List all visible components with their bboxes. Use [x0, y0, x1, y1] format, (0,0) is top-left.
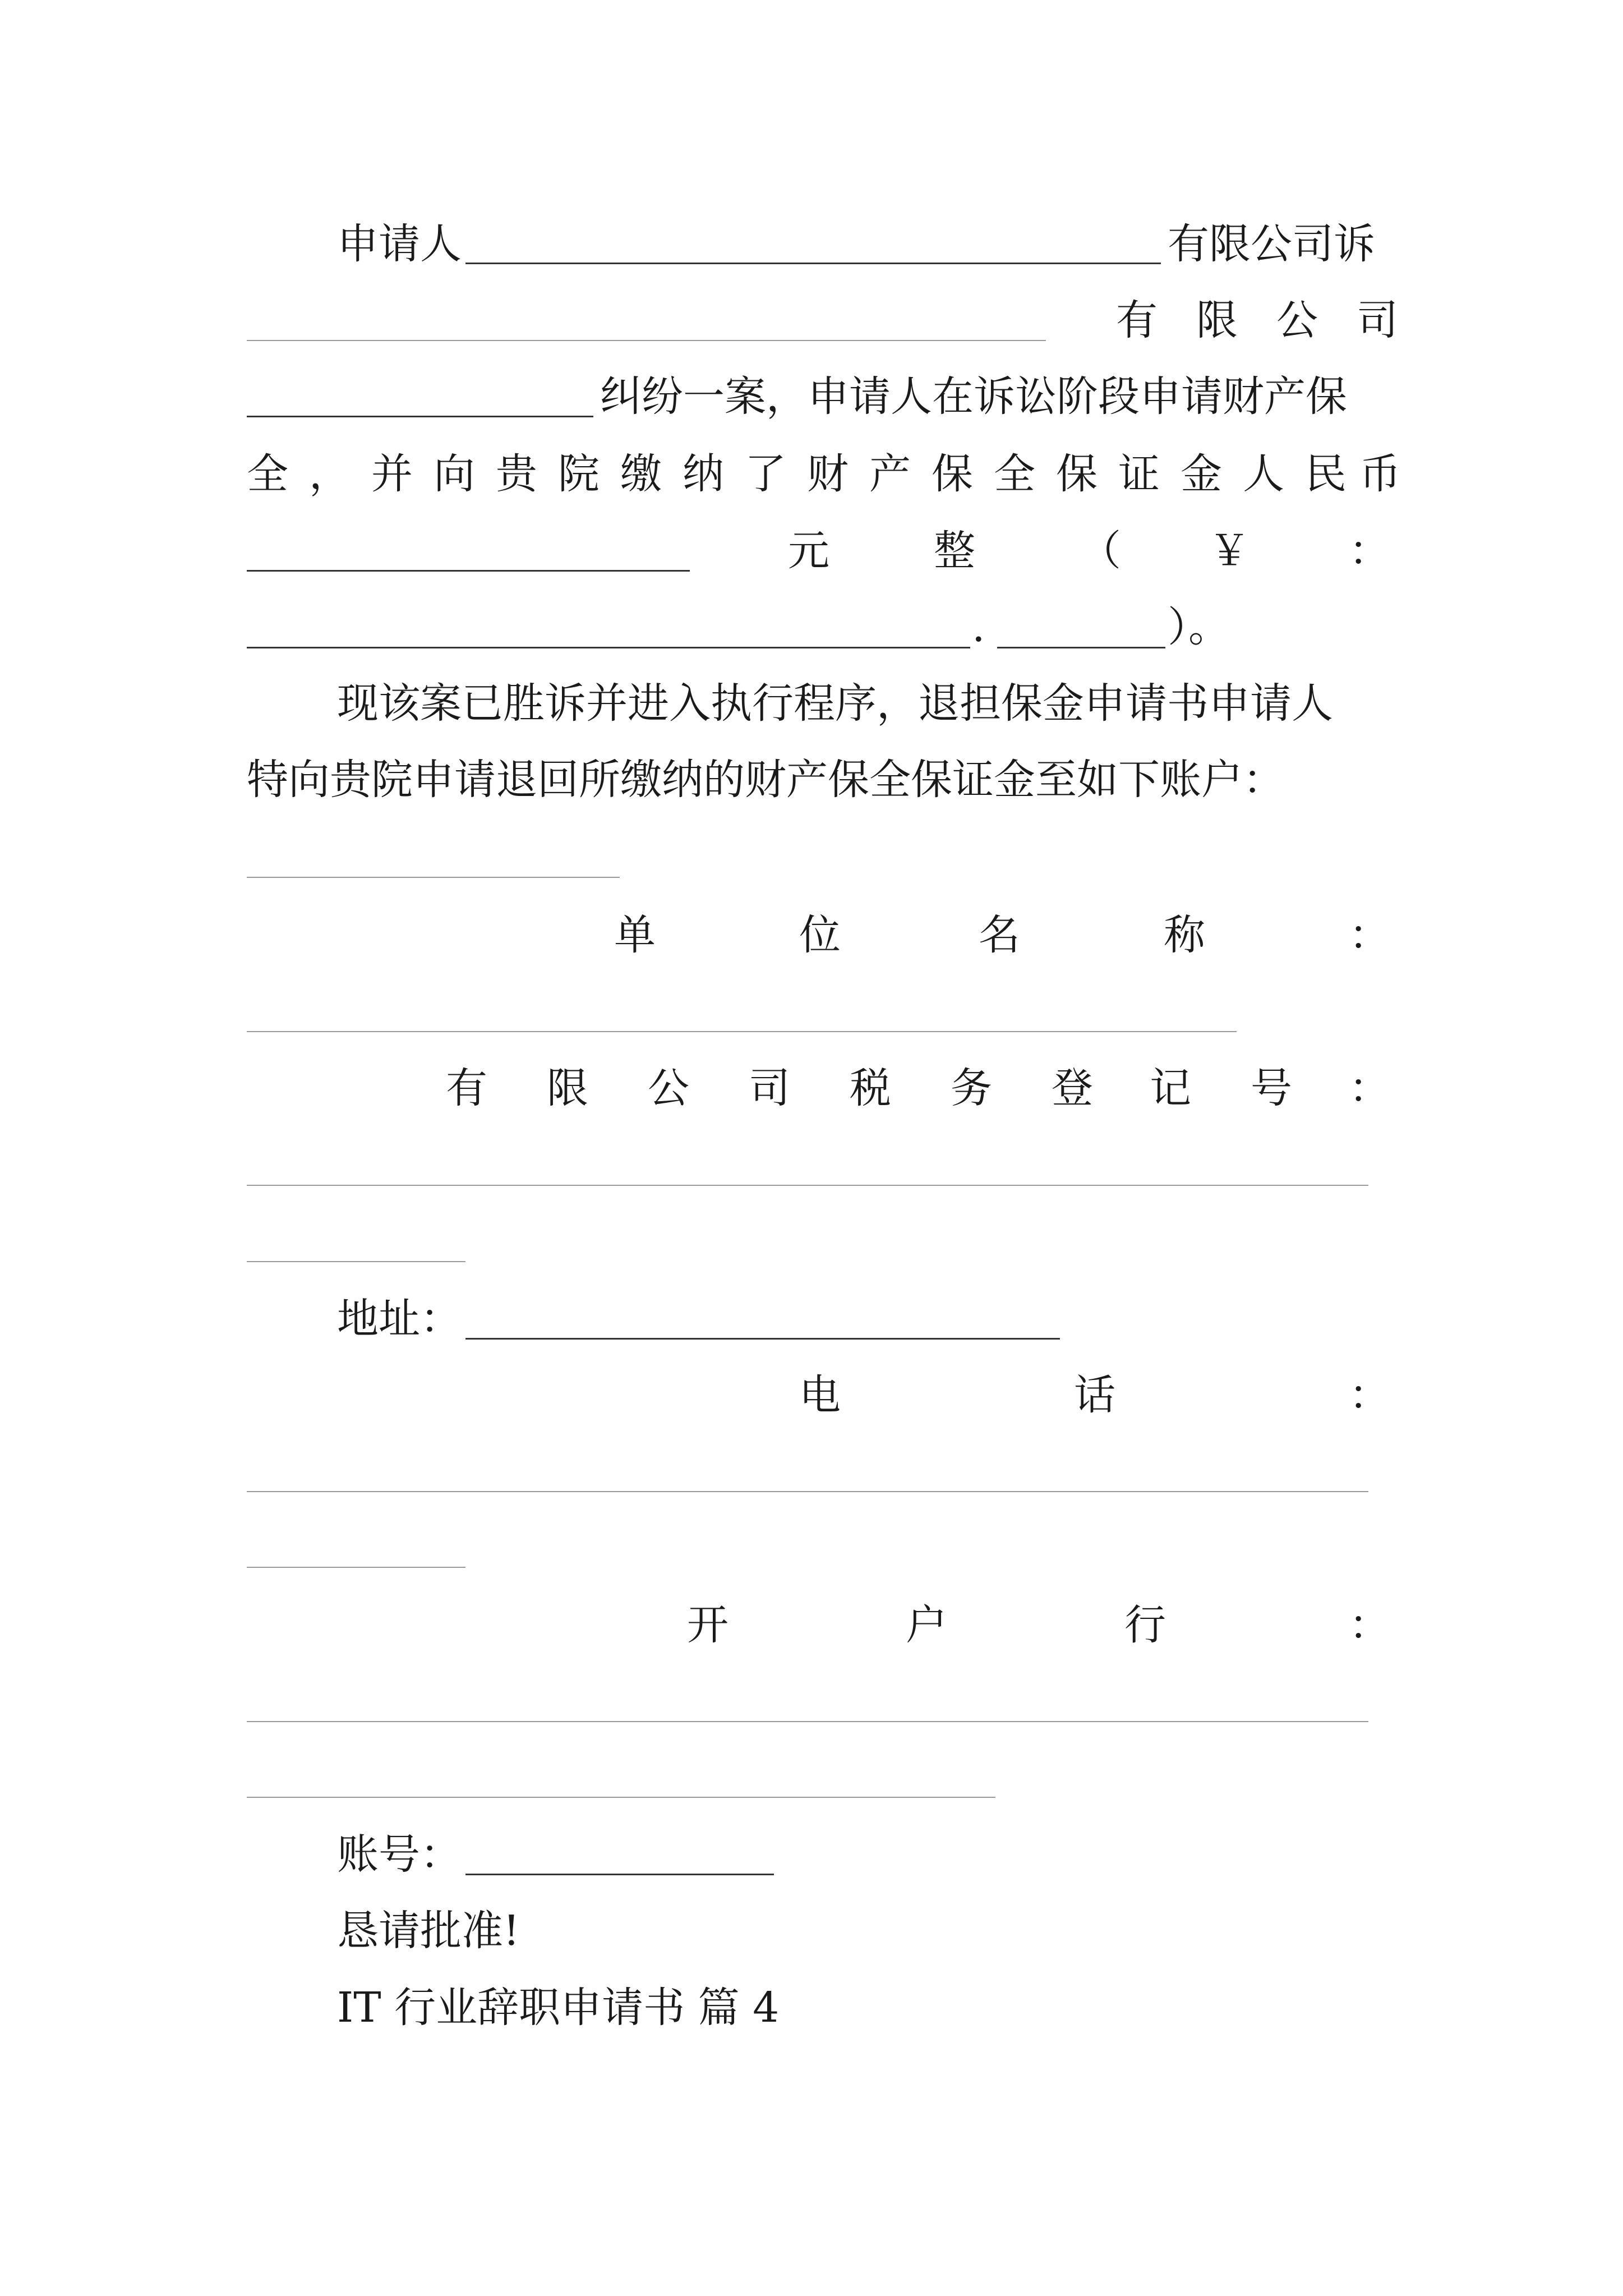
bank-label-char: 开 [687, 1601, 728, 1649]
tax-label-char: 务 [951, 1064, 992, 1112]
para1-line4-char: 纳 [683, 450, 724, 498]
tax-label-char: 税 [850, 1064, 891, 1112]
tax-label-char: 限 [547, 1064, 588, 1112]
account-label: 账号： [337, 1830, 462, 1879]
bank-label-colon: ： [1349, 1601, 1390, 1649]
closing-paren: ）。 [1168, 603, 1230, 651]
company-char: 司 [1357, 296, 1398, 344]
amount-decimal-blank [997, 647, 1165, 648]
bank-blank-2 [247, 1797, 995, 1798]
unit-name-char: 称 [1164, 911, 1205, 959]
para2-line1: 现该案已胜诉并进入执行程序，退担保金申请书申请人 [337, 679, 1333, 728]
address-blank [465, 1338, 1060, 1340]
para1-line4-char: ， [309, 450, 351, 498]
para2-line2: 特向贵院申请退回所缴纳的财产保全保证金至如下账户： [247, 756, 1284, 804]
open-paren: （ [1080, 527, 1121, 575]
para1-line4-char: 民 [1305, 450, 1347, 498]
company-char: 限 [1196, 296, 1238, 344]
tax-label-char: 公 [648, 1064, 689, 1112]
applicant-name-blank [465, 263, 1161, 264]
para1-line4-char: 全 [994, 450, 1035, 498]
amount-integer-blank [247, 647, 970, 648]
unit-name-char: 位 [799, 911, 841, 959]
para1-line4-char: 人 [1243, 450, 1284, 498]
account-number-blank [465, 1874, 774, 1875]
next-section-heading: IT 行业辞职申请书 篇 4 [337, 1984, 780, 2032]
decimal-dot: . [972, 603, 985, 651]
closing-request: 恳请批准! [337, 1907, 520, 1955]
para1-line4-char: 了 [745, 450, 786, 498]
applicant-label: 申请人 [337, 220, 462, 268]
phone-label-colon: ： [1349, 1371, 1390, 1419]
phone-label-char: 话 [1074, 1371, 1115, 1419]
para1-line4-char: 并 [371, 450, 413, 498]
para1-line4-char: 金 [1181, 450, 1222, 498]
phone-blank-1 [247, 1491, 1368, 1492]
amount-words-blank [247, 570, 690, 572]
para1-line4-char: 全 [247, 450, 288, 498]
para1-line4-char: 币 [1359, 450, 1401, 498]
phone-blank-2 [247, 1567, 465, 1568]
bank-blank-1 [247, 1721, 1368, 1722]
unit-name-char: 名 [979, 911, 1020, 959]
unit-name-colon: ： [1349, 911, 1390, 959]
para1-line4-char: 院 [558, 450, 600, 498]
unit-name-char: 单 [614, 911, 656, 959]
tax-label-colon: ： [1349, 1064, 1390, 1112]
para1-line4-char: 证 [1118, 450, 1160, 498]
phone-label-char: 电 [799, 1371, 841, 1419]
para1-line4-char: 保 [932, 450, 973, 498]
yuan-char: 元 [788, 527, 829, 575]
tax-number-blank-1 [247, 1185, 1368, 1186]
tax-label-char: 登 [1052, 1064, 1093, 1112]
para1-line4-char: 财 [807, 450, 849, 498]
tax-label-char: 司 [749, 1064, 790, 1112]
para1-line4-char: 贵 [496, 450, 537, 498]
dispute-type-blank [247, 416, 593, 417]
para1-line4-char: 保 [1056, 450, 1098, 498]
defendant-name-blank [247, 340, 1046, 341]
bank-label-char: 户 [906, 1601, 947, 1649]
para1-line4-char: 产 [869, 450, 911, 498]
para1-line4-char: 缴 [620, 450, 662, 498]
tax-label-char: 记 [1150, 1064, 1191, 1112]
colon-char: ： [1349, 527, 1390, 575]
address-label: 地址： [337, 1295, 462, 1343]
dispute-text: 纠纷一案，申请人在诉讼阶段申请财产保 [600, 372, 1347, 421]
company-char: 有 [1116, 296, 1158, 344]
tax-label-char: 号 [1251, 1064, 1292, 1112]
bank-label-char: 行 [1124, 1601, 1166, 1649]
yen-symbol: ￥ [1209, 527, 1250, 575]
zheng-char: 整 [934, 527, 975, 575]
tax-label-char: 有 [446, 1064, 487, 1112]
unit-name-blank [247, 1031, 1237, 1032]
account-blank-short [247, 877, 620, 878]
company-suffix-sue: 有限公司诉 [1168, 220, 1375, 268]
para1-line4-char: 向 [434, 450, 475, 498]
company-char: 公 [1276, 296, 1318, 344]
tax-number-blank-2 [247, 1261, 465, 1262]
